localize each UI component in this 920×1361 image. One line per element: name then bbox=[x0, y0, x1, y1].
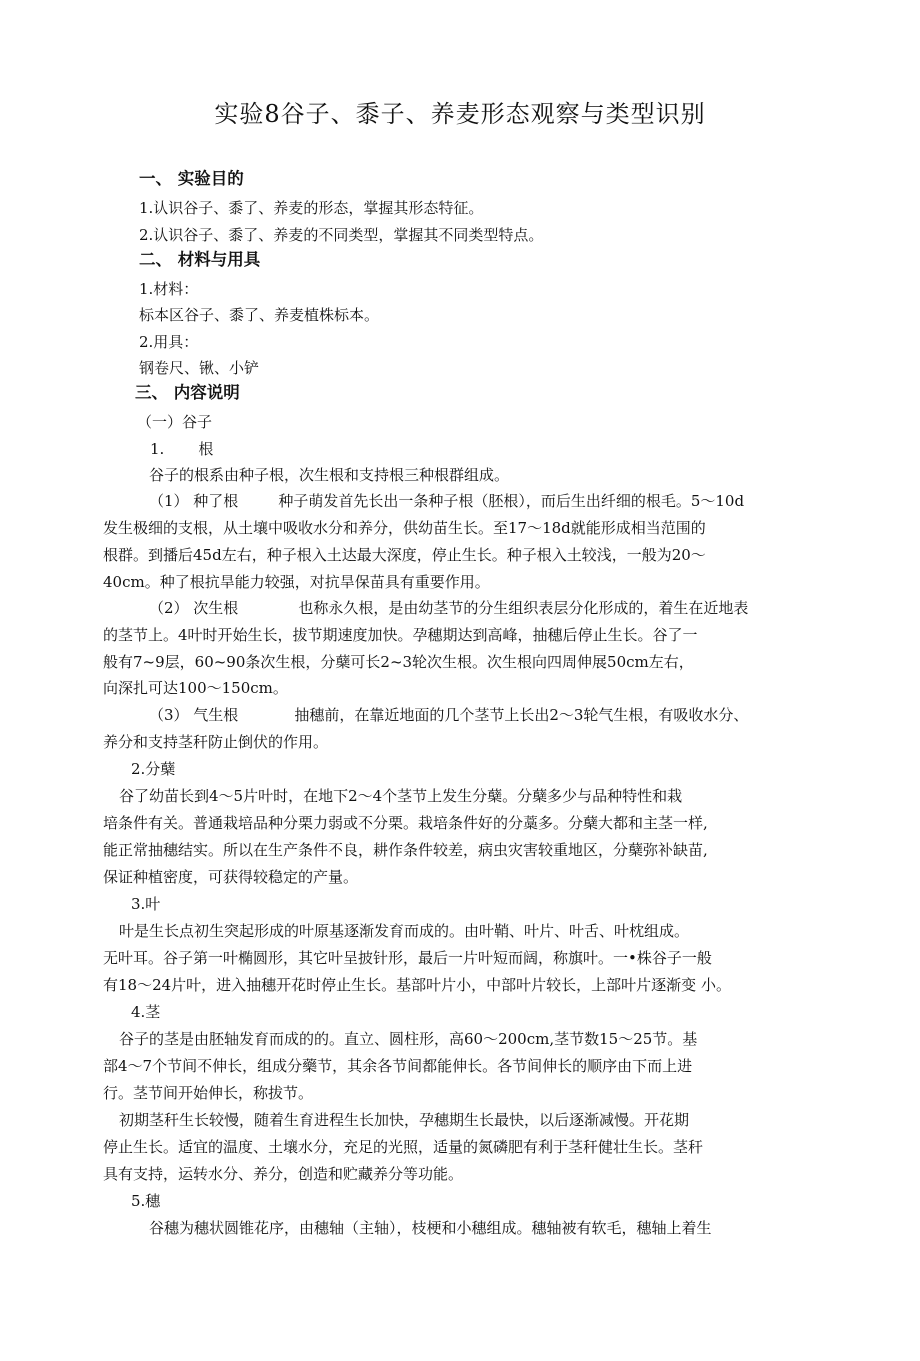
seed-root-line-1: （1） 种了根 种子萌发首先长出一条种子根（胚根），而后生出纤细的根毛。5～10d bbox=[149, 492, 745, 510]
leaf-heading: 3.叶 bbox=[131, 895, 161, 913]
seed-root-line-2: 发生极细的支根，从土壤中吸收水分和养分，供幼苗生长。至17～18d就能形成相当范围的 bbox=[103, 519, 706, 537]
leaf-line-1: 叶是生长点初生突起形成的叶原基逐渐发育而成的。由叶鞘、叶片、叶舌、叶枕组成。 bbox=[119, 922, 690, 940]
root-intro: 谷子的根系由种子根，次生根和支持根三种根群组成。 bbox=[149, 466, 510, 484]
seed-root-line-3: 根群。到播后45d左右，种子根入土达最大深度，停止生长。种子根入土较浅，一般为20～ bbox=[103, 546, 706, 564]
secondary-root-label: （2） 次生根 bbox=[149, 599, 239, 617]
leaf-line-2: 无叶耳。谷子第一叶椭圆形，其它叶呈披针形，最后一片叶短而阔，称旗叶。一•株谷子一般 bbox=[103, 949, 712, 967]
stem-line-2: 部4～7个节间不伸长，组成分藥节，其余各节间都能伸长。各节间伸长的顺序由下而上进 bbox=[103, 1057, 693, 1075]
subsection-millet: （一）谷子 bbox=[137, 413, 213, 431]
tiller-line-1: 谷了幼苗长到4～5片叶时，在地下2～4个茎节上发生分蘖。分蘖多少与品种特性和栽 bbox=[119, 787, 683, 805]
root-heading-number: 1. bbox=[150, 440, 165, 458]
stem-line-4: 初期茎秆生长较慢，随着生育进程生长加快，孕穗期生长最快，以后逐渐减慢。开花期 bbox=[119, 1111, 690, 1129]
section-heading-materials: 二、 材料与用具 bbox=[139, 250, 261, 269]
section-heading-content: 三、 内容说明 bbox=[135, 383, 240, 402]
materials-label: 1.材料： bbox=[139, 280, 199, 298]
secondary-root-line-1: （2） 次生根 也称永久根，是由幼茎节的分生组织表层分化形成的，着生在近地表 bbox=[149, 599, 749, 617]
materials-text: 标本区谷子、黍了、养麦植株标本。 bbox=[139, 306, 380, 324]
tiller-heading: 2.分蘖 bbox=[131, 760, 176, 778]
purpose-item-1: 1.认识谷子、黍了、养麦的形态，掌握其形态特征。 bbox=[139, 199, 484, 217]
tools-label: 2.用具： bbox=[139, 333, 199, 351]
stem-heading: 4.茎 bbox=[131, 1003, 161, 1021]
stem-line-3: 行。茎节间开始伸长，称拔节。 bbox=[103, 1084, 314, 1102]
purpose-item-2: 2.认识谷子、黍了、养麦的不同类型，掌握其不同类型特点。 bbox=[139, 226, 544, 244]
tiller-line-2: 培条件有关。普通栽培品种分栗力弱或不分栗。栽培条件好的分藁多。分蘖大都和主茎一样, bbox=[103, 814, 708, 832]
aerial-root-label: （3） 气生根 bbox=[149, 706, 239, 724]
secondary-root-line-2: 的茎节上。4叶时开始生长，拔节期速度加快。孕穗期达到高峰，抽穗后停止生长。谷了一 bbox=[103, 626, 698, 644]
stem-line-6: 具有支持，运转水分、养分，创造和贮藏养分等功能。 bbox=[103, 1165, 464, 1183]
ear-line-1: 谷穗为穗状圆锥花序，由穗轴（主轴），枝梗和小穗组成。穗轴被有软毛，穗轴上着生 bbox=[149, 1219, 712, 1237]
root-heading-text: 根 bbox=[198, 440, 214, 458]
tiller-line-3: 能正常抽穗结实。所以在生产条件不良，耕作条件较差，病虫灾害较重地区，分蘖弥补缺苗, bbox=[103, 841, 708, 859]
aerial-root-line-1: （3） 气生根 抽穗前，在靠近地面的几个茎节上长出2～3轮气生根，有吸收水分、 bbox=[149, 706, 749, 724]
leaf-line-3: 有18～24片叶，进入抽穗开花时停止生长。基部叶片小，中部叶片较长，上部叶片逐渐变 小。 bbox=[103, 976, 731, 994]
secondary-root-line-3: 般有7~9层，60~90条次生根，分蘖可长2~3轮次生根。次生根向四周伸展50cm左右， bbox=[103, 653, 694, 671]
ear-heading: 5.穗 bbox=[131, 1192, 161, 1210]
document-title: 实验8谷子、黍子、养麦形态观察与类型识别 bbox=[214, 100, 706, 128]
aerial-root-line-2: 养分和支持茎秆防止倒伏的作用。 bbox=[103, 733, 329, 751]
stem-line-5: 停止生长。适宜的温度、土壤水分，充足的光照，适量的氮磷肥有利于茎秆健壮生长。茎秆 bbox=[103, 1138, 704, 1156]
seed-root-label: （1） 种了根 bbox=[149, 492, 239, 510]
seed-root-line-4: 40cm。种了根抗旱能力较强，对抗旱保苗具有重要作用。 bbox=[103, 573, 490, 591]
stem-line-1: 谷子的茎是由胚轴发育而成的的。直立、圆柱形，高60～200cm,茎节数15～25节。基 bbox=[119, 1030, 698, 1048]
secondary-root-line-4: 向深扎可达100～150cm。 bbox=[103, 679, 288, 697]
section-heading-purpose: 一、 实验目的 bbox=[139, 169, 244, 188]
tools-text: 钢卷尺、锹、小铲 bbox=[139, 359, 260, 377]
root-heading bbox=[150, 440, 213, 458]
tiller-line-4: 保证种植密度，可获得较稳定的产量。 bbox=[103, 868, 359, 886]
